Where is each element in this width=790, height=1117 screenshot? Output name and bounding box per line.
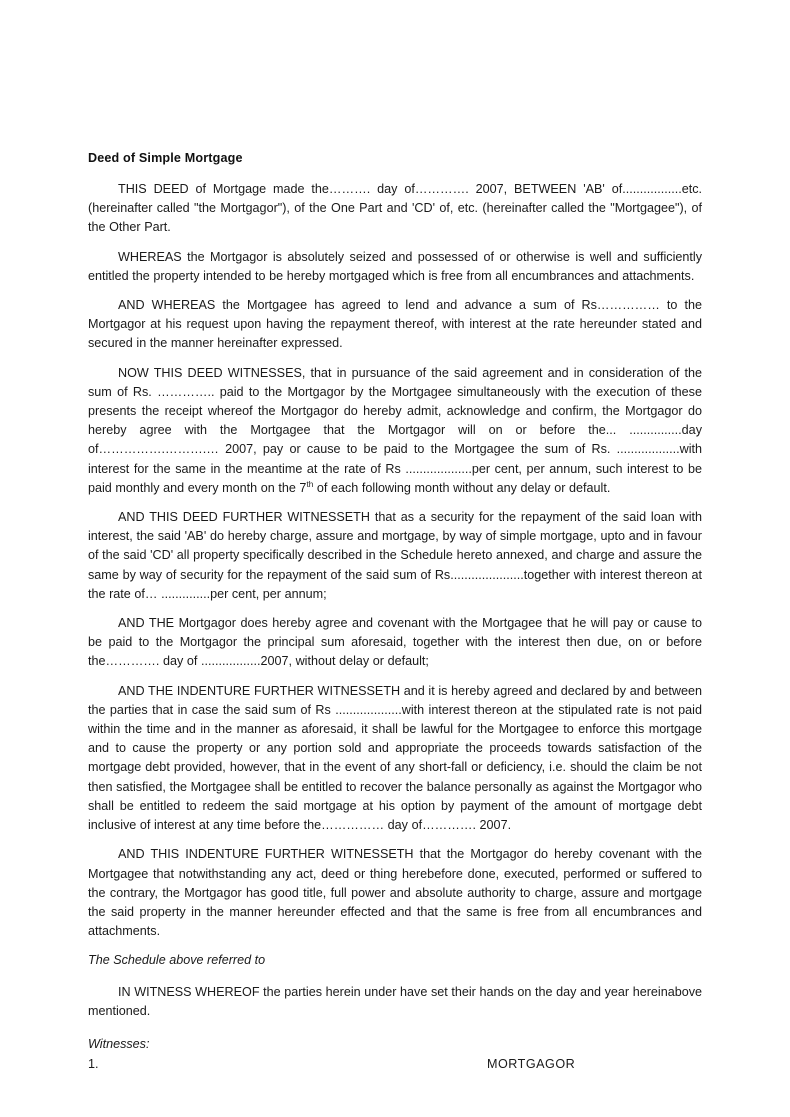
- document-body: [88, 151, 702, 1074]
- paragraph-indenture-further-witnesseth: AND THE INDENTURE FURTHER WITNESSETH and it is hereby agreed and declared by and between the parties that in case the said sum of Rs ...................with interest thereon at the stipulated rate is not paid within the time and in the manner as aforesaid, it shall be lawful for the Mortgagee to enforce this mortgage and to cause the property or any portion sold and appropriate the proceeds towards satisfaction of the mortgage debt provided, however, that in the event of any short-fall or deficiency, i.e. should the claim be not then satisfied, the Mortgagee shall be entitled to recover the balance personally as against the Mortgagor who shall be entitled to redeem the said mortgage at his option by payment of the amount of mortgage debt inclusive of interest at any time before the…………… day of…………. 2007.: [88, 683, 702, 833]
- paragraph-and-whereas: AND WHEREAS the Mortgagee has agreed to lend and advance a sum of Rs…………… to the Mortgagor at his request upon having the repayment thereof, with interest at the rate hereunder stated and secured in the manner hereinafter expressed.: [88, 298, 702, 351]
- paragraph-this-deed: THIS DEED of Mortgage made the………. day of…………. 2007, BETWEEN 'AB' of.................etc. (hereinafter called "the Mortgagor"), of the One Part and 'CD' of, etc. (hereinafter called the "Mortgagee"), of the Other Part.: [88, 182, 702, 235]
- paragraph-now-this-deed-text-after-superscript: of each following month without any delay or default.: [313, 480, 611, 495]
- paragraph-now-this-deed-text-before-superscript: NOW THIS DEED WITNESSES, that in pursuance of the said agreement and in consideration of the sum of Rs. ………….. paid to the Mortgagor by the Mortgagee simultaneously with the execution of these presents the receipt whereof the Mortgagor do hereby admit, acknowledge and confirm, the Mortgagor do hereby agree with the Mortgagee that the Mortgagor will on or before the... ...............day of…………….……….… 2007, pay or cause to be paid to the Mortgagee the sum of Rs. ..................with interest for the same in the meantime at the rate of Rs ...................per cent, per annum, such interest to be paid monthly and every month on the 7: [88, 365, 702, 495]
- paragraph-deed-further-witnesseth: AND THIS DEED FURTHER WITNESSETH that as a security for the repayment of the said loan with interest, the said 'AB' do hereby charge, assure and mortgage, by way of simple mortgage, upto and in favour of the said 'CD' all property specifically described in the Schedule hereto annexed, and charge and assure the same by way of security for the repayment of the said sum of Rs.....................together with interest thereon at the rate of… ..............per cent, per annum;: [88, 510, 702, 601]
- paragraph-now-this-deed-witnesses: [88, 364, 702, 498]
- ordinal-superscript: th: [306, 479, 314, 489]
- paragraph-in-witness-whereof: IN WITNESS WHEREOF the parties herein under have set their hands on the day and year hereinabove mentioned.: [88, 984, 703, 1018]
- signature-row: [88, 1055, 702, 1074]
- witnesses-label: Witnesses:: [88, 1036, 150, 1051]
- schedule-heading: The Schedule above referred to: [88, 953, 266, 968]
- signatory-role-mortgagor: MORTGAGOR: [487, 1057, 576, 1072]
- paragraph-mortgagor-covenant: AND THE Mortgagor does hereby agree and covenant with the Mortgagee that he will pay or cause to be paid to the Mortgagor the principal sum aforesaid, together with the interest then due, on or before the…………. day of .................2007, without delay or default;: [88, 616, 702, 669]
- paragraph-this-indenture-further-witnesseth: AND THIS INDENTURE FURTHER WITNESSETH that the Mortgagor do hereby covenant with the Mortgagee that notwithstanding any act, deed or thing herebefore done, executed, performed or suffered to the contrary, the Mortgagor has good title, full power and absolute authority to charge, assure and mortgage the said property in the manner hereunder effected and that the same is free from all encumbrances and attachments.: [88, 847, 702, 939]
- page-title: Deed of Simple Mortgage: [88, 151, 243, 165]
- witness-number: 1.: [88, 1057, 99, 1072]
- paragraph-whereas: WHEREAS the Mortgagor is absolutely seized and possessed of or otherwise is well and sufficiently entitled the property intended to be hereby mortgaged which is free from all encumbrances and attachments.: [88, 249, 702, 283]
